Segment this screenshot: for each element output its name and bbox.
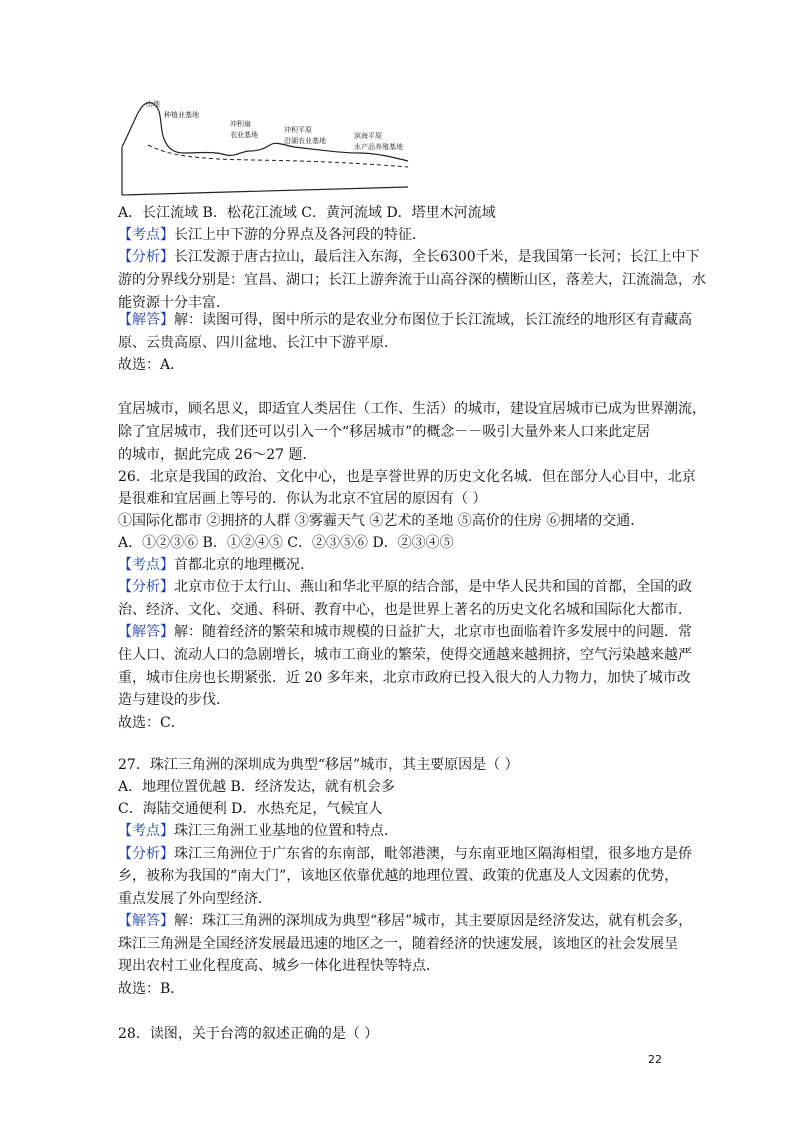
- q25-options: A．长江流域 B．松花江流域 C．黄河流域 D．塔里木河流域: [118, 205, 496, 221]
- text-line: 现出农村工业化程度高、城乡一体化进程快等特点．: [118, 958, 440, 974]
- fig-label-planting-base: 种植业基地: [164, 111, 199, 119]
- q25-kaodian: 【考点】长江上中下游的分界点及各河段的特征．: [118, 227, 426, 243]
- q26-fenxi: 【分析】北京市位于太行山、燕山和华北平原的结合部，是中华人民共和国的首都，全国的政: [118, 579, 692, 595]
- q27-stem: 27．珠江三角洲的深圳成为典型“移居”城市，其主要原因是（ ）: [118, 757, 519, 773]
- fenxi-tag: 【分析】: [118, 579, 174, 595]
- river-profile-figure: [118, 95, 410, 197]
- jieda-tag: 【解答】: [118, 913, 174, 929]
- fig-label-alluvial-fan: 冲积扇: [230, 120, 251, 128]
- text-line: 珠江三角洲是全国经济发展最迅速的地区之一，随着经济的快速发展，该地区的社会发展呈: [118, 936, 678, 952]
- q27-fenxi: 【分析】珠江三角洲位于广东省的东南部，毗邻港澳，与东南亚地区隔海相望，很多地方是侨: [118, 846, 692, 862]
- kaodian-tag: 【考点】: [118, 557, 174, 573]
- q26-stem: 26．北京是我国的政治、文化中心，也是享誉世界的历史文化名城．但在部分人心目中，北京: [118, 469, 696, 485]
- q26-jieda: 【解答】解：随着经济的繁荣和城市规模的日益扩大，北京市也面临着许多发展中的问题．常: [118, 624, 692, 640]
- jieda-tag: 【解答】: [118, 312, 174, 328]
- fig-label-lakeside-base: 沿湖农业基地: [284, 137, 326, 145]
- fig-label-alluvial-plain: 冲积平原: [284, 126, 312, 134]
- text-line: 住人口、流动人口的急剧增长，城市工商业的繁荣，使得交通越来越拥挤，空气污染越来越严: [118, 647, 692, 663]
- text-line: 造与建设的步伐．: [118, 692, 230, 708]
- q27-kaodian: 【考点】珠江三角洲工业基地的位置和特点．: [118, 823, 398, 839]
- text-line: 能资源十分丰富．: [118, 295, 230, 311]
- q25-fenxi: 【分析】长江发源于唐古拉山，最后注入东海，全长6300千米，是我国第一长河；长江上中下: [118, 249, 700, 265]
- text-line: 重点发展了外向型经济．: [118, 891, 272, 907]
- fig-label-agri-base: 农业基地: [230, 131, 258, 139]
- q27-options: C．海陆交通便利 D．水热充足，气候宜人: [118, 801, 383, 817]
- q27-jieda: 【解答】解：珠江三角洲的深圳成为典型“移居”城市，其主要原因是经济发达，就有机会多，: [118, 913, 693, 929]
- q25-answer: 故选：A．: [118, 357, 185, 373]
- text-line: 重，城市住房也长期紧张．近 20 多年来，北京市政府已投入很大的人力物力，加快了城市改: [118, 670, 691, 686]
- kaodian-tag: 【考点】: [118, 823, 174, 839]
- fig-label-mountain: 山地: [146, 100, 160, 108]
- page-number: 22: [648, 1053, 662, 1066]
- q26-options: A．①②③⑥ B．①②④⑤ C．②③⑤⑥ D．②③④⑤: [118, 535, 454, 551]
- text-line: 游的分界线分别是：宜昌、湖口；长江上游奔流于山高谷深的横断山区，落差大，江流湍急，水: [118, 272, 706, 288]
- passage-line: 宜居城市，顾名思义，即适宜人类居住（工作、生活）的城市，建设宜居城市已成为世界潮流，: [118, 401, 706, 417]
- q27-options: A．地理位置优越 B．经济发达，就有机会多: [118, 779, 395, 795]
- passage-line: 的城市，据此完成 26～27 题．: [118, 447, 317, 463]
- q26-stem: 是很难和宜居画上等号的．你认为北京不宜居的原因有（ ）: [118, 491, 487, 507]
- q25-jieda: 【解答】解：读图可得，图中所示的是农业分布图位于长江流域，长江流经的地形区有青藏高: [118, 312, 692, 328]
- q26-items: ①国际化都市 ②拥挤的人群 ③雾霾天气 ④艺术的圣地 ⑤高价的住房 ⑥拥堵的交通．: [118, 513, 645, 529]
- q26-answer: 故选：C．: [118, 715, 185, 731]
- jieda-tag: 【解答】: [118, 624, 174, 640]
- q27-answer: 故选：B．: [118, 981, 185, 997]
- text-line: 原、云贵高原、四川盆地、长江中下游平原．: [118, 335, 398, 351]
- kaodian-tag: 【考点】: [118, 227, 174, 243]
- text-line: 乡，被称为我国的“南大门”，该地区依靠优越的地理位置、政策的优惠及人文因素的优势，: [118, 868, 679, 884]
- passage-line: 除了宜居城市，我们还可以引入一个“移居城市”的概念－－吸引大量外来人口来此定居: [118, 424, 651, 440]
- text-line: 治、经济、文化、交通、科研、教育中心，也是世界上著名的历史文化名城和国际化大都市．: [118, 602, 692, 618]
- fig-label-aquaculture-base: 水产品养殖基地: [354, 143, 403, 151]
- fig-label-coastal-plain: 滨海平原: [354, 132, 382, 140]
- q28-stem: 28．读图，关于台湾的叙述正确的是（ ）: [118, 1026, 379, 1042]
- fenxi-tag: 【分析】: [118, 249, 174, 265]
- q26-kaodian: 【考点】首都北京的地理概况．: [118, 557, 314, 573]
- frame: [122, 147, 408, 195]
- fenxi-tag: 【分析】: [118, 846, 174, 862]
